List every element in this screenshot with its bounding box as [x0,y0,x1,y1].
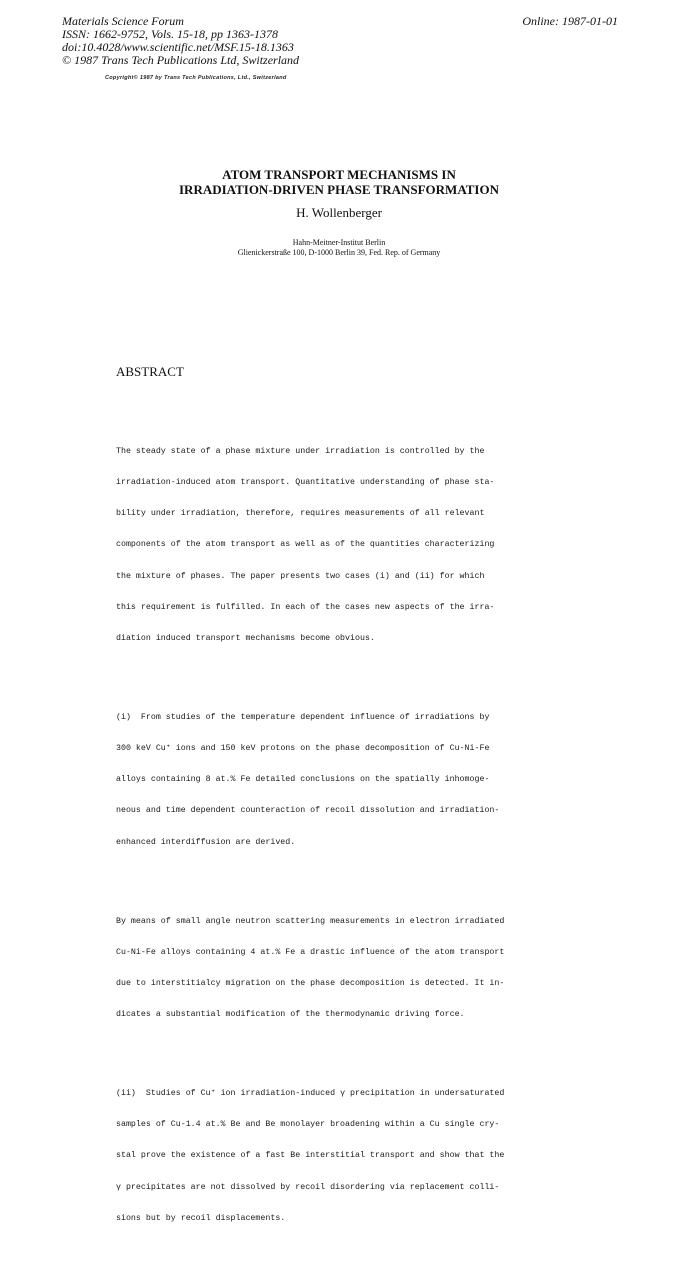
text-line: alloys containing 8 at.% Fe detailed conclusions on the spatially inhomoge- [116,775,490,785]
text-line: By means of small angle neutron scattering measurements in electron irradiated [116,916,505,926]
text-line: (i) From studies of the temperature dependent influence of irradiations by [116,712,490,722]
paper-title [0,167,678,197]
text-line: 300 keV Cu⁺ ions and 150 keV protons on the phase decomposition of Cu-Ni-Fe [116,744,490,753]
affiliation-line: Hahn-Meitner-Institut Berlin [292,238,386,247]
abstract-paragraph [116,426,546,665]
affiliation [0,238,678,258]
text-line: the mixture of phases. The paper presents two cases (i) and (ii) for which [116,571,485,581]
abstract-body [116,405,546,1262]
journal-doi: doi:10.4028/www.scientific.net/MSF.15-18.1363 [62,40,294,54]
journal-copyright: © 1987 Trans Tech Publications Ltd, Switzerland [62,53,300,67]
text-line: enhanced interdiffusion are derived. [116,837,296,847]
text-line: bility under irradiation, therefore, requires measurements of all relevant [116,509,485,519]
text-line: due to interstitialcy migration on the phase decomposition is detected. It in- [116,978,505,988]
abstract-paragraph [116,692,546,869]
abstract-paragraph [116,1068,546,1245]
journal-header [62,15,299,67]
text-line: dicates a substantial modification of the thermodynamic driving force. [116,1010,465,1020]
text-line: The steady state of a phase mixture under irradiation is controlled by the [116,446,485,456]
abstract-paragraph [116,896,546,1042]
online-date: Online: 1987-01-01 [522,14,618,28]
journal-issn: ISSN: 1662-9752, Vols. 15-18, pp 1363-1378 [62,27,278,41]
title-line: ATOM TRANSPORT MECHANISMS IN [222,167,456,182]
author-name: H. Wollenberger [296,205,382,220]
text-line: samples of Cu-1.4 at.% Be and Be monolayer broadening within a Cu single cry- [116,1120,500,1130]
text-line: components of the atom transport as well as of the quantities characterizing [116,540,495,550]
text-line: sions but by recoil displacements. [116,1213,286,1223]
text-line: (ii) Studies of Cu⁺ ion irradiation-induced γ precipitation in undersaturated [116,1089,505,1098]
text-line: neous and time dependent counteraction of recoil dissolution and irradiation- [116,806,500,816]
copyright-stamp: Copyright© 1987 by Trans Tech Publications, Ltd., Switzerland [105,75,287,81]
affiliation-line: Glienickerstraße 100, D-1000 Berlin 39, Fed. Rep. of Germany [237,248,441,257]
text-line: γ precipitates are not dissolved by recoil disordering via replacement colli- [116,1182,500,1192]
abstract-heading: ABSTRACT [116,364,184,379]
text-line: irradiation-induced atom transport. Quantitative understanding of phase sta- [116,477,495,487]
text-line: diation induced transport mechanisms become obvious. [116,633,375,643]
text-line: this requirement is fulfilled. In each of the cases new aspects of the irra- [116,602,495,612]
text-line: stal prove the existence of a fast Be interstitial transport and show that the [116,1151,505,1161]
journal-name: Materials Science Forum [62,14,184,28]
title-line: IRRADIATION-DRIVEN PHASE TRANSFORMATION [179,182,499,197]
text-line: Cu-Ni-Fe alloys containing 4 at.% Fe a drastic influence of the atom transport [116,947,505,957]
